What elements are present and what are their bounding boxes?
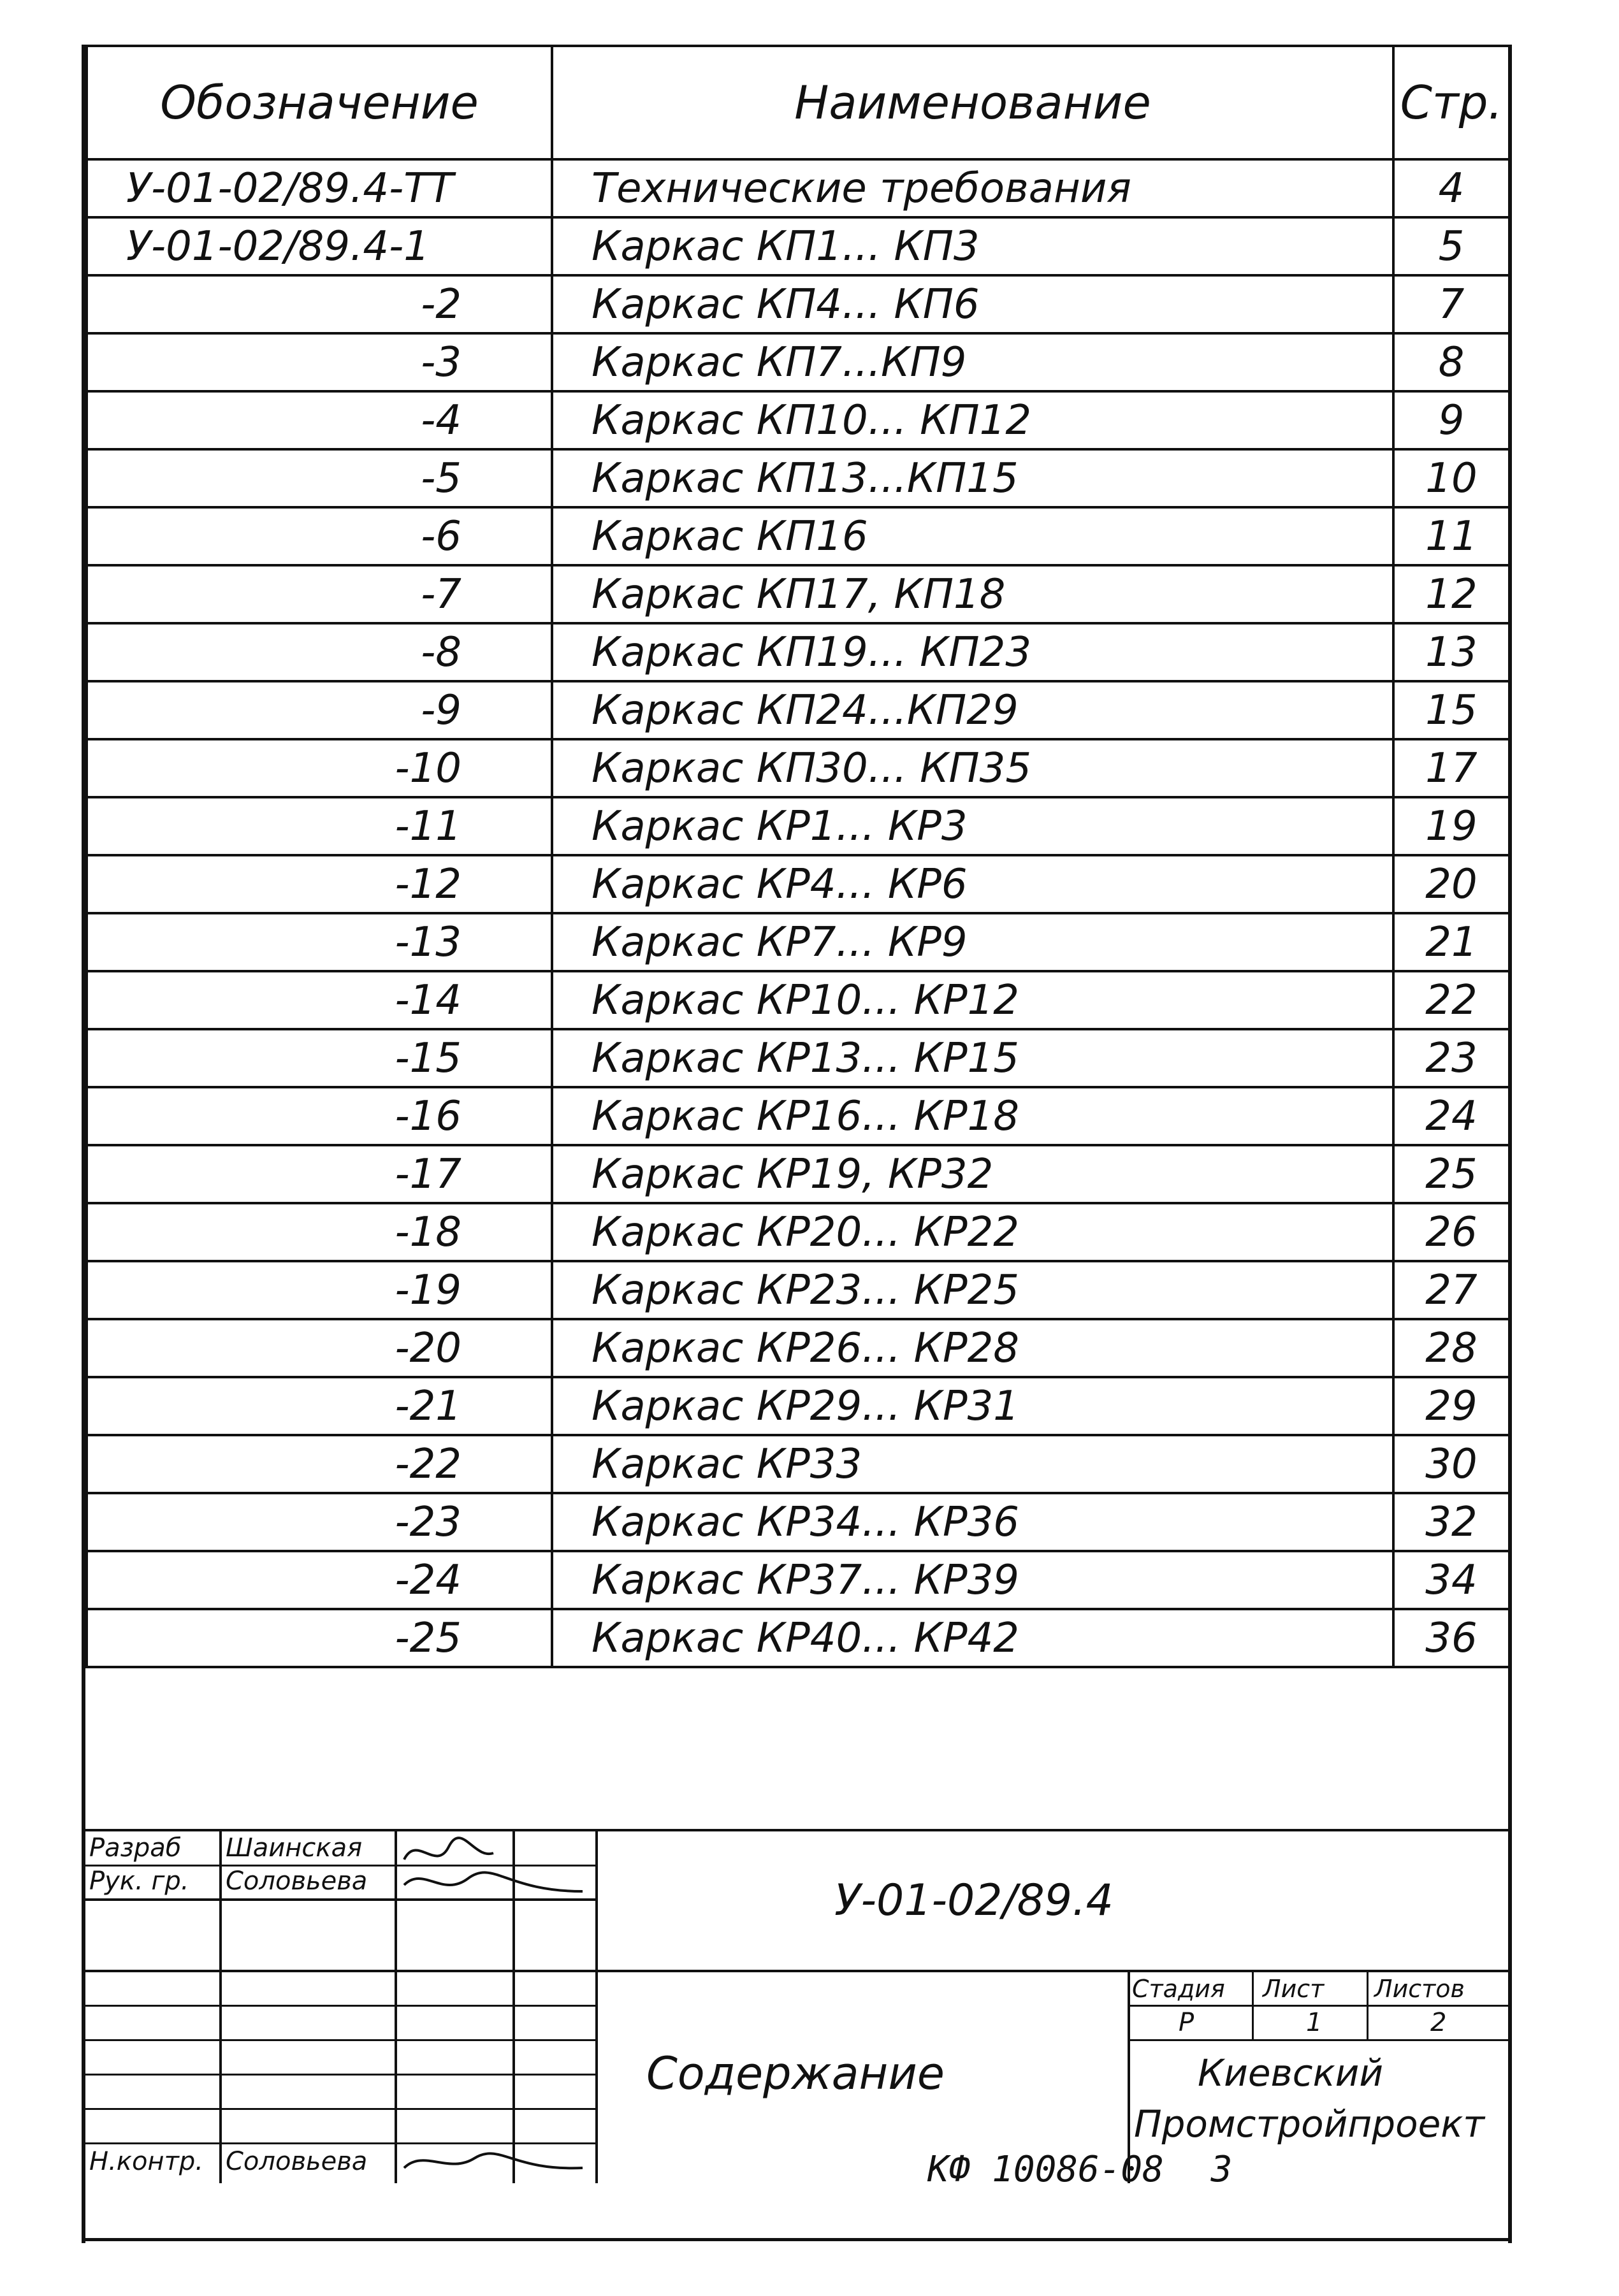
row-code: -22	[87, 1435, 552, 1493]
row-page: 27	[1393, 1261, 1509, 1319]
row-page: 7	[1393, 275, 1509, 333]
row-page: 5	[1393, 217, 1509, 275]
row-code: -12	[87, 855, 552, 913]
name-group-lead: Соловьева	[226, 1866, 368, 1896]
contents-table-wrapper	[85, 45, 1508, 1668]
row-page: 8	[1393, 333, 1509, 391]
row-page: 10	[1393, 449, 1509, 507]
sheet-label: Лист	[1263, 1975, 1325, 2003]
table-row	[87, 1551, 1509, 1609]
row-code: У-01-02/89.4-ТТ	[87, 159, 552, 217]
row-name: Каркас КР1... КР3	[552, 797, 1393, 855]
archive-code: КФ 10086-08	[927, 2149, 1164, 2190]
row-code: -14	[87, 971, 552, 1029]
table-row	[87, 623, 1509, 681]
row-code: -20	[87, 1319, 552, 1377]
row-page: 15	[1393, 681, 1509, 739]
row-page: 25	[1393, 1145, 1509, 1203]
row-name: Технические требования	[552, 159, 1393, 217]
row-code: -25	[87, 1609, 552, 1667]
table-header-row	[87, 46, 1509, 159]
table-row	[87, 797, 1509, 855]
row-name: Каркас КП4... КП6	[552, 275, 1393, 333]
row-page: 13	[1393, 623, 1509, 681]
row-code: -9	[87, 681, 552, 739]
table-row	[87, 1609, 1509, 1667]
contents-rows	[87, 159, 1509, 1667]
table-row	[87, 275, 1509, 333]
sheet-value: 1	[1306, 2008, 1323, 2037]
name-developer: Шаинская	[226, 1833, 363, 1863]
row-code: -15	[87, 1029, 552, 1087]
document-code: У-01-02/89.4	[834, 1875, 1114, 1926]
row-code: -13	[87, 913, 552, 971]
row-page: 26	[1393, 1203, 1509, 1261]
archive-page-number: 3	[1210, 2149, 1233, 2190]
row-page: 32	[1393, 1493, 1509, 1551]
table-row	[87, 333, 1509, 391]
row-name: Каркас КП30... КП35	[552, 739, 1393, 797]
row-code: -11	[87, 797, 552, 855]
row-page: 34	[1393, 1551, 1509, 1609]
table-row	[87, 1203, 1509, 1261]
row-page: 21	[1393, 913, 1509, 971]
header-name: Наименование	[552, 46, 1393, 159]
row-name: Каркас КР29... КР31	[552, 1377, 1393, 1435]
organization-line2: Промстройпроект	[1134, 2102, 1485, 2146]
table-row	[87, 913, 1509, 971]
title-block	[85, 1829, 1508, 2183]
table-row	[87, 855, 1509, 913]
row-name: Каркас КП17, КП18	[552, 565, 1393, 623]
row-page: 19	[1393, 797, 1509, 855]
table-row	[87, 971, 1509, 1029]
table-row	[87, 217, 1509, 275]
row-name: Каркас КР37... КР39	[552, 1551, 1393, 1609]
row-name: Каркас КР13... КР15	[552, 1029, 1393, 1087]
row-page: 20	[1393, 855, 1509, 913]
role-developer: Разраб	[89, 1833, 182, 1863]
row-name: Каркас КР19, КР32	[552, 1145, 1393, 1203]
table-row	[87, 159, 1509, 217]
row-page: 30	[1393, 1435, 1509, 1493]
row-name: Каркас КП19... КП23	[552, 623, 1393, 681]
table-row	[87, 1087, 1509, 1145]
table-row	[87, 1029, 1509, 1087]
table-row	[87, 681, 1509, 739]
bottom-rule	[82, 2238, 1512, 2241]
row-code: -21	[87, 1377, 552, 1435]
table-row	[87, 507, 1509, 565]
name-norm-control: Соловьева	[226, 2147, 368, 2176]
row-name: Каркас КП24...КП29	[552, 681, 1393, 739]
table-row	[87, 1319, 1509, 1377]
archive-stamp	[927, 2149, 1232, 2190]
drawing-sheet	[82, 45, 1512, 2243]
signature-group-lead	[398, 1866, 589, 1904]
row-name: Каркас КР23... КР25	[552, 1261, 1393, 1319]
table-row	[87, 1377, 1509, 1435]
table-row	[87, 739, 1509, 797]
sheets-value: 2	[1430, 2008, 1447, 2037]
row-code: -17	[87, 1145, 552, 1203]
row-name: Каркас КР20... КР22	[552, 1203, 1393, 1261]
row-name: Каркас КП1... КП3	[552, 217, 1393, 275]
row-code: -8	[87, 623, 552, 681]
header-code: Обозначение	[87, 46, 552, 159]
table-row	[87, 1493, 1509, 1551]
contents-table	[85, 45, 1511, 1668]
row-name: Каркас КР16... КР18	[552, 1087, 1393, 1145]
row-page: 11	[1393, 507, 1509, 565]
row-page: 9	[1393, 391, 1509, 449]
role-group-lead: Рук. гр.	[89, 1866, 189, 1896]
row-name: Каркас КР33	[552, 1435, 1393, 1493]
signature-norm-control	[398, 2142, 589, 2181]
row-name: Каркас КР26... КР28	[552, 1319, 1393, 1377]
row-code: -6	[87, 507, 552, 565]
table-row	[87, 449, 1509, 507]
stage-label: Стадия	[1132, 1975, 1225, 2003]
row-code: -18	[87, 1203, 552, 1261]
row-code: -10	[87, 739, 552, 797]
row-code: -5	[87, 449, 552, 507]
row-page: 29	[1393, 1377, 1509, 1435]
row-page: 17	[1393, 739, 1509, 797]
header-page: Стр.	[1393, 46, 1509, 159]
row-name: Каркас КП7...КП9	[552, 333, 1393, 391]
table-row	[87, 1145, 1509, 1203]
row-name: Каркас КР7... КР9	[552, 913, 1393, 971]
row-code: -24	[87, 1551, 552, 1609]
row-page: 23	[1393, 1029, 1509, 1087]
sheets-label: Листов	[1374, 1975, 1465, 2003]
stage-value: Р	[1179, 2008, 1194, 2037]
row-name: Каркас КР4... КР6	[552, 855, 1393, 913]
row-name: Каркас КП16	[552, 507, 1393, 565]
table-row	[87, 1261, 1509, 1319]
row-code: У-01-02/89.4-1	[87, 217, 552, 275]
row-page: 24	[1393, 1087, 1509, 1145]
row-name: Каркас КП10... КП12	[552, 391, 1393, 449]
row-code: -19	[87, 1261, 552, 1319]
document-title: Содержание	[646, 2047, 945, 2100]
row-code: -4	[87, 391, 552, 449]
row-name: Каркас КР34... КР36	[552, 1493, 1393, 1551]
row-name: Каркас КР40... КР42	[552, 1609, 1393, 1667]
row-name: Каркас КР10... КР12	[552, 971, 1393, 1029]
row-page: 28	[1393, 1319, 1509, 1377]
row-name: Каркас КП13...КП15	[552, 449, 1393, 507]
table-row	[87, 565, 1509, 623]
table-row	[87, 1435, 1509, 1493]
row-code: -7	[87, 565, 552, 623]
row-code: -3	[87, 333, 552, 391]
row-code: -16	[87, 1087, 552, 1145]
table-row	[87, 391, 1509, 449]
organization-line1: Киевский	[1198, 2051, 1384, 2095]
row-page: 12	[1393, 565, 1509, 623]
row-page: 22	[1393, 971, 1509, 1029]
role-norm-control: Н.контр.	[89, 2147, 203, 2176]
row-page: 36	[1393, 1609, 1509, 1667]
row-code: -23	[87, 1493, 552, 1551]
row-page: 4	[1393, 159, 1509, 217]
row-code: -2	[87, 275, 552, 333]
